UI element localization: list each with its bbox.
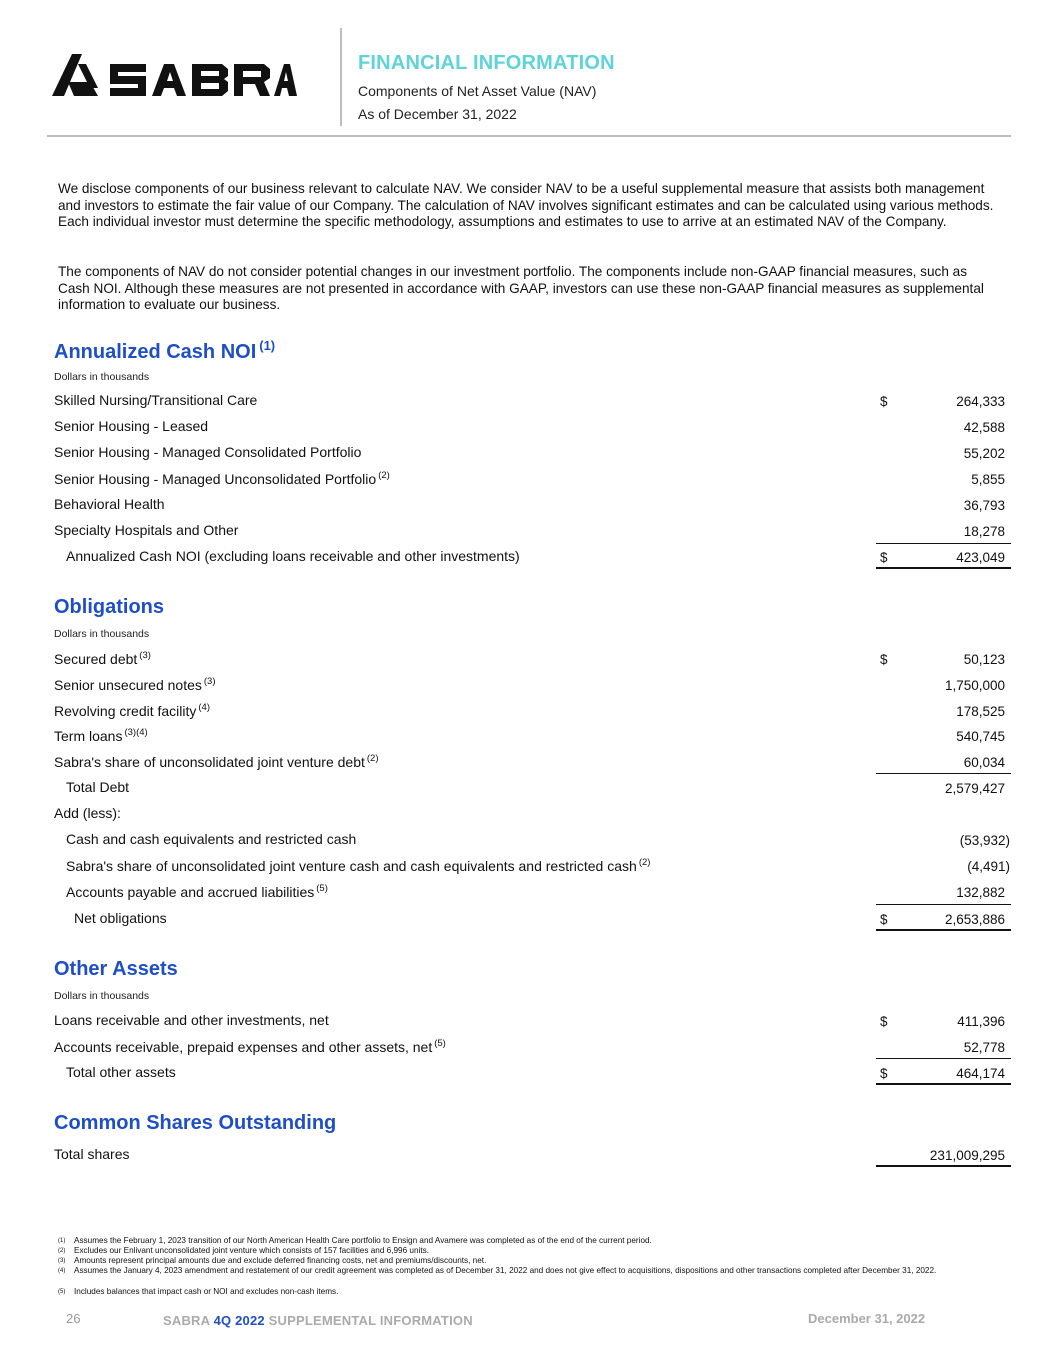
- total-rule: [876, 929, 1011, 931]
- row-label: Total other assets: [66, 1064, 176, 1080]
- row-note: (4): [198, 702, 211, 713]
- footnote-number: (3): [58, 1258, 66, 1264]
- table-row-total: [54, 1064, 1014, 1086]
- header-divider: [340, 28, 342, 126]
- shares-section-title: Common Shares Outstanding: [54, 1112, 337, 1134]
- table-row: [54, 727, 1014, 749]
- row-label: Senior Housing - Leased: [54, 418, 209, 434]
- footnote-text: Includes balances that impact cash or NOI and excludes non-cash items.: [74, 1287, 339, 1296]
- row-value: 464,174: [956, 1066, 1005, 1081]
- row-value: 132,882: [956, 885, 1005, 900]
- row-note: (5): [316, 883, 328, 894]
- row-label: Revolving credit facility $^{(4)}$: [54, 702, 211, 719]
- subtotal-rule: [876, 904, 1011, 905]
- row-note: (2): [366, 753, 379, 764]
- footnote-text: Excludes our Enlivant unconsolidated joint venture which consists of 157 facilities and 6,996 units.: [74, 1246, 430, 1255]
- row-label: Specialty Hospitals and Other: [54, 522, 239, 538]
- row-label: Total Debt: [66, 779, 130, 795]
- table-row-total: [54, 910, 1014, 932]
- total-rule: [876, 1083, 1011, 1085]
- intro-paragraph-1: We disclose components of our business relevant to calculate NAV. We consider NAV to be a useful supplemental measure that assists both management and investors to estimate the fair value of our Company. The calculation of NAV involves significant estimates and can be calculated using various methods. Each individual investor must determine the specific methodology, assumptions and estimates to use to arrive at an estimated NAV of the Company.: [58, 181, 994, 230]
- table-row-total: [54, 1146, 1014, 1168]
- row-note: (5): [434, 1038, 446, 1049]
- footnote-number: (5): [58, 1289, 66, 1295]
- table-row: [54, 496, 1014, 518]
- row-value: 60,034: [963, 755, 1005, 770]
- subtotal-rule: [876, 773, 1011, 774]
- table-row: [54, 418, 1014, 440]
- row-value: 55,202: [963, 446, 1005, 461]
- row-note: (2): [378, 470, 390, 481]
- row-note: (2): [638, 857, 651, 868]
- row-label: Term loans $^{(3)(4)}$: [54, 727, 148, 744]
- obligations-section-title: Obligations: [54, 596, 164, 618]
- row-value: 411,396: [957, 1014, 1005, 1029]
- row-value: 178,525: [956, 704, 1005, 719]
- row-label: Net obligations: [74, 910, 167, 926]
- row-label: Skilled Nursing/Transitional Care: [54, 392, 258, 408]
- row-value: 36,793: [963, 498, 1005, 513]
- row-label: Sabra's share of unconsolidated joint venture debt $^{(2)}$: [54, 753, 379, 770]
- obligations-unit: Dollars in thousands: [54, 628, 150, 640]
- row-label: Accounts payable and accrued liabilities $^{(5)}$: [66, 883, 328, 900]
- sabra-logo: [52, 52, 297, 98]
- row-label: Total shares: [54, 1146, 130, 1162]
- table-row: [54, 883, 1014, 905]
- subtotal-rule: [876, 543, 1011, 544]
- row-value: 231,009,295: [929, 1148, 1005, 1163]
- table-row: [54, 805, 1014, 827]
- table-row: [54, 470, 1014, 492]
- row-currency: $: [880, 652, 888, 667]
- other-assets-section-title: Other Assets: [54, 958, 178, 980]
- row-label: Accounts receivable, prepaid expenses and other assets, net $^{(5)}$: [54, 1038, 446, 1055]
- row-currency: $: [880, 550, 888, 565]
- row-label: Annualized Cash NOI (excluding loans receivable and other investments): [66, 548, 520, 564]
- table-row: [54, 392, 1014, 414]
- table-row: [54, 676, 1014, 698]
- footnote-number: (4): [58, 1268, 66, 1274]
- footnote-text: Amounts represent principal amounts due and exclude deferred financing costs, net and premiums/discounts, net.: [74, 1256, 487, 1265]
- row-note: (3): [203, 676, 216, 687]
- row-label: Senior unsecured notes $^{(3)}$: [54, 676, 216, 693]
- table-row: [54, 522, 1014, 544]
- row-value: 540,745: [956, 729, 1005, 744]
- footnote: [58, 1266, 1003, 1287]
- noi-title-note: (1): [259, 338, 276, 353]
- row-value: 18,278: [963, 524, 1005, 539]
- table-row: [54, 831, 1014, 853]
- table-row: [54, 753, 1014, 775]
- row-label: Secured debt $^{(3)}$: [54, 650, 151, 667]
- row-value: 2,579,427: [944, 781, 1005, 796]
- header-rule: [47, 135, 1011, 137]
- table-row: [54, 857, 1014, 879]
- row-label: Senior Housing - Managed Unconsolidated Portfolio $^{(2)}$: [54, 470, 390, 487]
- footnote-text: Assumes the January 4, 2023 amendment and restatement of our credit agreement was completed as of December 31, 2022 and does not give effect to acquisitions, dispositions and other transactions completed after December 31, 2022.: [74, 1266, 937, 1275]
- noi-unit: Dollars in thousands: [54, 371, 150, 383]
- footer-label: SABRA 4Q 2022 SUPPLEMENTAL INFORMATION: [163, 1313, 473, 1328]
- row-note: (3)(4): [124, 727, 148, 738]
- noi-section-title: Annualized Cash NOI $^{(1)}$: [54, 338, 276, 363]
- total-rule: [876, 1165, 1011, 1167]
- table-row-subtotal: [54, 779, 1014, 801]
- row-value: (4,491): [967, 859, 1010, 874]
- row-value: 42,588: [963, 420, 1005, 435]
- page-title: FINANCIAL INFORMATION: [358, 52, 615, 74]
- row-value: 52,778: [963, 1040, 1005, 1055]
- table-row-total: [54, 548, 1014, 570]
- row-currency: $: [880, 912, 888, 927]
- table-row: [54, 702, 1014, 724]
- row-currency: $: [880, 1066, 888, 1081]
- footnote-number: (2): [58, 1248, 66, 1254]
- table-row: [54, 1038, 1014, 1060]
- row-label: Senior Housing - Managed Consolidated Portfolio: [54, 444, 362, 460]
- footnote: [58, 1287, 1003, 1298]
- row-label: Behavioral Health: [54, 496, 165, 512]
- table-row: [54, 1012, 1014, 1034]
- row-label: Cash and cash equivalents and restricted cash: [66, 831, 357, 847]
- subtotal-rule: [876, 1058, 1011, 1059]
- row-value: (53,932): [959, 833, 1010, 848]
- row-currency: $: [880, 1014, 888, 1029]
- row-value: 423,049: [956, 550, 1005, 565]
- row-value: 1,750,000: [944, 678, 1005, 693]
- table-row: [54, 444, 1014, 466]
- footnote-text: Assumes the February 1, 2023 transition of our North American Health Care portfolio to Ensign and Avamere was completed as of the end of the current period.: [74, 1236, 652, 1245]
- row-note: (3): [139, 650, 151, 661]
- row-currency: $: [880, 394, 888, 409]
- row-value: 264,333: [956, 394, 1005, 409]
- footer-date: December 31, 2022: [808, 1311, 926, 1326]
- intro-paragraph-2: The components of NAV do not consider potential changes in our investment portfolio. The components include non-GAAP financial measures, such as Cash NOI. Although these measures are not presented in accordance with GAAP, investors can use these non-GAAP financial measures as supplemental information to evaluate our business.: [58, 264, 984, 313]
- row-value: 50,123: [963, 652, 1005, 667]
- footnote-number: (1): [58, 1238, 66, 1244]
- page-date: As of December 31, 2022: [358, 106, 517, 122]
- other-assets-unit: Dollars in thousands: [54, 990, 150, 1002]
- total-rule: [876, 567, 1011, 569]
- table-row: [54, 650, 1014, 672]
- page-number: 26: [66, 1311, 81, 1326]
- row-label: Loans receivable and other investments, net: [54, 1012, 329, 1028]
- row-value: 5,855: [971, 472, 1005, 487]
- row-value: 2,653,886: [944, 912, 1005, 927]
- row-label: Add (less):: [54, 805, 121, 821]
- row-label: Sabra's share of unconsolidated joint venture cash and cash equivalents and restricted cash $^{(2)}$: [66, 857, 651, 874]
- page-subtitle: Components of Net Asset Value (NAV): [358, 83, 597, 99]
